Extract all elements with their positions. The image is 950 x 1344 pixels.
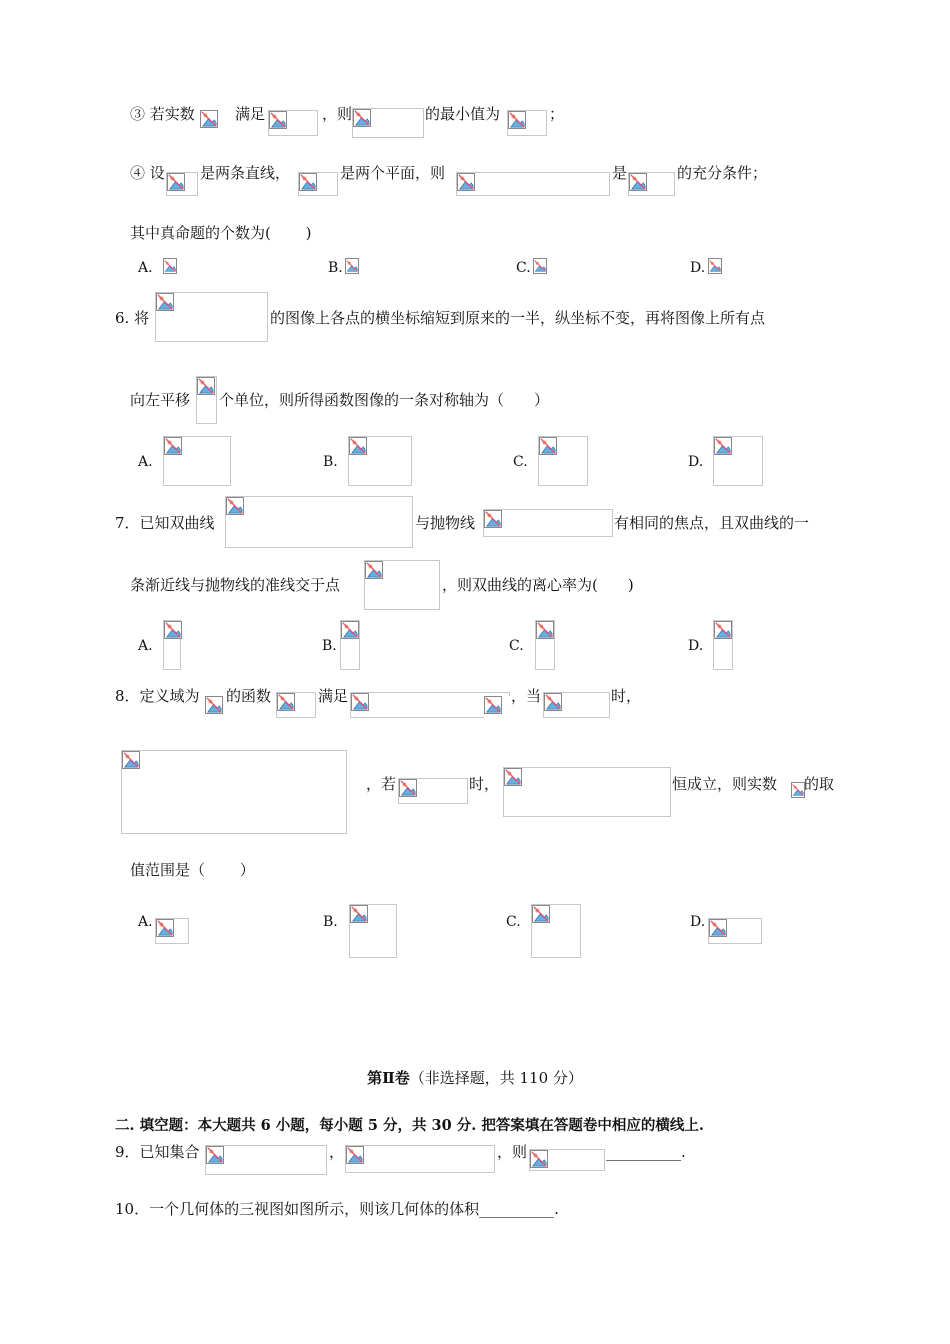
item3-text2: ，则 xyxy=(322,105,353,123)
option-image xyxy=(708,918,762,944)
formula-image xyxy=(345,1145,495,1173)
broken-image-icon xyxy=(714,437,732,455)
broken-image-icon xyxy=(484,696,502,714)
q10-text: 10．一个几何体的三视图如图所示，则该几何体的体积__________. xyxy=(115,1200,559,1218)
formula-image xyxy=(364,560,440,610)
broken-image-icon xyxy=(484,510,502,528)
option-image xyxy=(345,258,359,278)
broken-image-icon xyxy=(299,173,317,191)
broken-image-icon xyxy=(341,621,359,639)
q7-number: 7．已知双曲线 xyxy=(115,514,215,532)
part2-heading-bold: 第Ⅱ卷 xyxy=(367,1069,410,1087)
q8-line3: 值范围是（ ） xyxy=(130,861,255,879)
option-image xyxy=(348,436,412,486)
item4-text4: 的充分条件； xyxy=(677,164,768,182)
option-image xyxy=(713,436,763,486)
broken-image-icon xyxy=(197,377,215,395)
q6-text2b: 个单位，则所得函数图像的一条对称轴为（ ） xyxy=(219,391,550,409)
formula-image xyxy=(121,750,347,834)
option-image xyxy=(533,258,549,278)
broken-image-icon xyxy=(200,110,218,128)
q8-text5: ，若 xyxy=(366,775,397,793)
broken-image-icon xyxy=(353,109,371,127)
broken-image-icon xyxy=(457,173,475,191)
q9-blank: __________. xyxy=(606,1143,686,1161)
q8-text6: 时， xyxy=(469,775,500,793)
broken-image-icon xyxy=(164,437,182,455)
formula-image xyxy=(155,292,268,342)
broken-image-icon xyxy=(269,111,287,129)
item3-prefix: ③ 若实数 xyxy=(130,105,195,123)
broken-image-icon xyxy=(544,693,562,711)
item4-text1: 是两条直线， xyxy=(200,164,291,182)
broken-image-icon xyxy=(532,905,550,923)
part2-heading-rest: （非选择题，共 110 分） xyxy=(409,1069,583,1087)
broken-image-icon xyxy=(167,173,185,191)
q7-option-c: C. xyxy=(509,638,524,654)
q6-option-a: A. xyxy=(138,454,153,470)
section2-heading: 二. 填空题：本大题共 6 小题，每小题 5 分，共 30 分. 把答案填在答题卷中相应的横线上. xyxy=(115,1117,704,1134)
broken-image-icon xyxy=(163,258,177,274)
q5-option-a: A. xyxy=(138,260,153,276)
q7-line2a: 条渐近线与抛物线的准线交于点 xyxy=(130,576,341,594)
q8-option-a: A. xyxy=(138,914,153,930)
formula-image xyxy=(225,496,413,548)
option-image xyxy=(155,918,189,944)
q8-option-c: C. xyxy=(506,914,521,930)
broken-image-icon xyxy=(708,258,722,274)
broken-image-icon xyxy=(709,919,727,937)
q6-option-c: C. xyxy=(513,454,528,470)
broken-image-icon xyxy=(530,1150,548,1168)
item3-text1: 满足 xyxy=(235,105,266,123)
formula-image xyxy=(791,782,803,802)
q8-text8: 的取 xyxy=(804,775,835,793)
option-image xyxy=(708,258,724,278)
broken-image-icon xyxy=(351,693,369,711)
option-image xyxy=(340,620,360,670)
option-image xyxy=(538,436,588,486)
broken-image-icon xyxy=(345,258,359,274)
q6-number: 6. 将 xyxy=(115,309,150,327)
formula-image xyxy=(205,696,225,718)
broken-image-icon xyxy=(277,693,295,711)
option-image xyxy=(163,620,181,670)
option-image xyxy=(163,258,179,278)
q9-text2: ，则 xyxy=(497,1143,528,1161)
formula-image xyxy=(483,509,613,537)
q8-number: 8．定义域为 xyxy=(115,687,200,705)
broken-image-icon xyxy=(533,258,547,274)
q8-text4: 时， xyxy=(611,687,642,705)
q5-option-b: B. xyxy=(328,260,343,276)
broken-image-icon xyxy=(508,111,526,129)
broken-image-icon xyxy=(156,919,174,937)
q8-option-b: B. xyxy=(323,914,338,930)
q7-text1: 与抛物线 xyxy=(415,514,476,532)
formula-image xyxy=(276,692,316,718)
q9-number: 9．已知集合 xyxy=(115,1143,200,1161)
option-image xyxy=(163,436,231,486)
q7-option-b: B. xyxy=(322,638,337,654)
formula-image xyxy=(628,172,675,196)
formula-image xyxy=(398,778,468,804)
broken-image-icon xyxy=(536,621,554,639)
q8-text7: 恒成立，则实数 xyxy=(672,775,778,793)
formula-image xyxy=(200,110,233,134)
broken-image-icon xyxy=(791,782,805,798)
q7-option-a: A. xyxy=(138,638,153,654)
broken-image-icon xyxy=(205,696,223,714)
broken-image-icon xyxy=(365,561,383,579)
broken-image-icon xyxy=(206,1146,224,1164)
option-image xyxy=(713,620,733,670)
item3-text4: ； xyxy=(549,105,565,123)
formula-image xyxy=(205,1145,327,1175)
q5-option-d: D. xyxy=(690,260,706,276)
broken-image-icon xyxy=(350,905,368,923)
item4-prefix: ④ 设 xyxy=(130,164,165,182)
broken-image-icon xyxy=(226,497,244,515)
formula-image xyxy=(196,376,217,424)
q6-option-d: D. xyxy=(688,454,704,470)
q6-option-b: B. xyxy=(323,454,338,470)
formula-image xyxy=(352,108,424,138)
q5-option-c: C. xyxy=(516,260,531,276)
broken-image-icon xyxy=(122,751,140,769)
broken-image-icon xyxy=(156,293,174,311)
q8-text1: 的函数 xyxy=(226,687,272,705)
broken-image-icon xyxy=(164,621,182,639)
q8-option-d: D. xyxy=(690,914,706,930)
broken-image-icon xyxy=(629,173,647,191)
formula-image xyxy=(529,1149,605,1171)
item4-text3: 是 xyxy=(612,164,628,182)
formula-image xyxy=(543,692,610,718)
formula-image xyxy=(268,110,318,136)
option-image xyxy=(349,904,397,958)
formula-image xyxy=(484,696,510,718)
q9-text1: ， xyxy=(329,1143,345,1161)
q7-text2: 有相同的焦点，且双曲线的一 xyxy=(614,514,810,532)
formula-image xyxy=(166,172,198,196)
item3-text3: 的最小值为 xyxy=(425,105,501,123)
broken-image-icon xyxy=(346,1146,364,1164)
part2-heading xyxy=(0,1068,950,1088)
option-image xyxy=(535,620,555,670)
formula-image xyxy=(298,172,338,196)
item4-text2: 是两个平面，则 xyxy=(340,164,446,182)
formula-image xyxy=(503,767,671,817)
formula-image xyxy=(507,110,547,136)
broken-image-icon xyxy=(504,768,522,786)
q7-line2b: ，则双曲线的离心率为( ) xyxy=(442,576,634,594)
q7-option-d: D. xyxy=(688,638,704,654)
broken-image-icon xyxy=(539,437,557,455)
broken-image-icon xyxy=(714,621,732,639)
broken-image-icon xyxy=(399,779,417,797)
q8-text2: 满足 xyxy=(318,687,349,705)
q6-text1: 的图像上各点的横坐标缩短到原来的一半，纵坐标不变，再将图像上所有点 xyxy=(270,309,766,327)
q5-question: 其中真命题的个数为( ) xyxy=(130,224,312,242)
q6-text2a: 向左平移 xyxy=(130,391,191,409)
formula-image xyxy=(456,172,610,196)
broken-image-icon xyxy=(349,437,367,455)
q8-text3: ，当 xyxy=(511,687,542,705)
option-image xyxy=(531,904,581,958)
